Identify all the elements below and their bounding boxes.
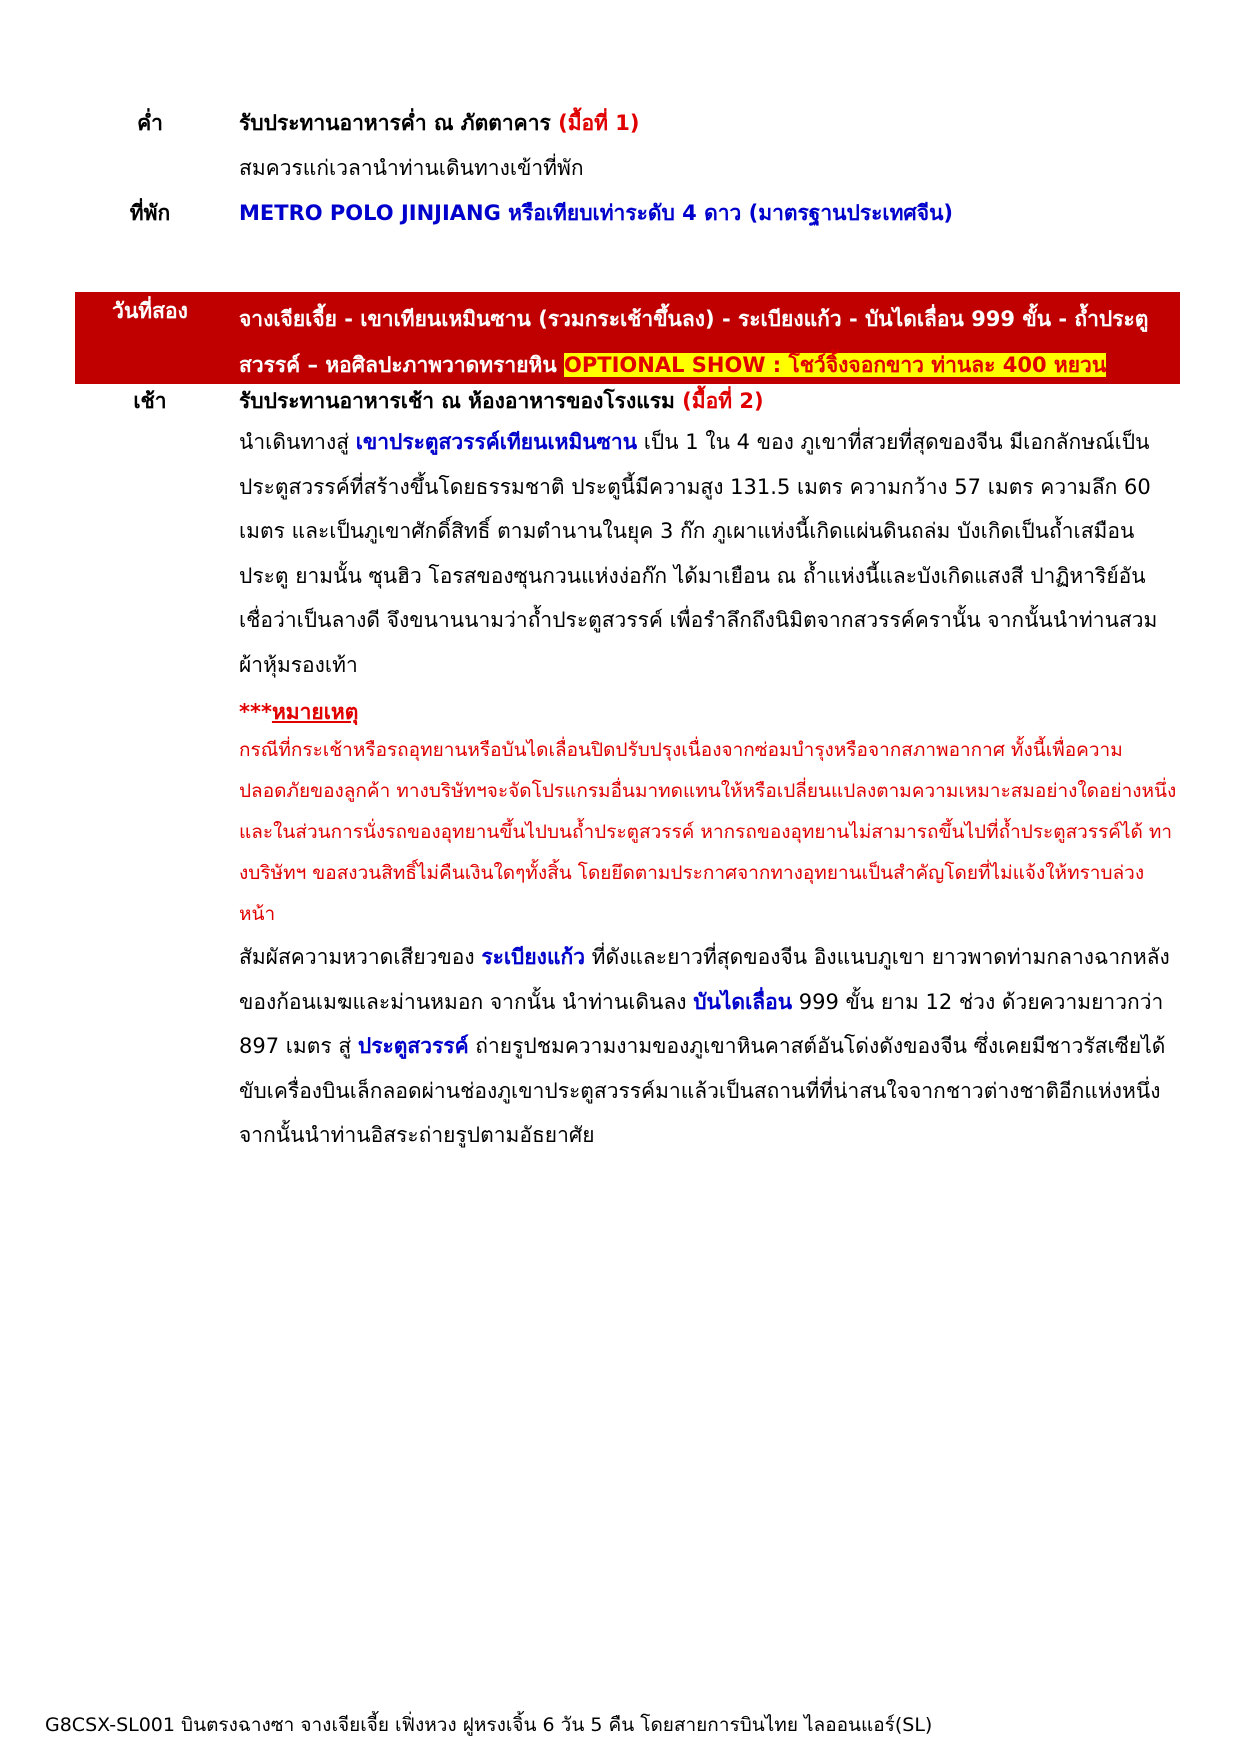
breakfast-meal-tag: (มื้อที่ 2) (682, 389, 764, 413)
day2-line2 (239, 342, 1174, 388)
paragraph-tianmen-body: เป็น 1 ใน 4 ของ ภูเขาที่สวยที่สุดของจีน มีเอกลักษณ์เป็นประตูสวรรค์ที่สร้างขึ้นโดยธรรมชาติ ประตูนี้มีความสูง 131.5 เมตร ความกว้าง 57 เมตร ความลึก 60 เมตร และเป็นภูเขาศักดิ์สิทธิ์ ตามตำนานในยุค 3 ก๊ก ภูเผาแห่งนี้เกิดแผ่นดินถล่ม บังเกิดเป็นถ้ำเสมือนประตู ยามนั้น ซุนฮิว โอรสของซุนกวนแห่งง่อก๊ก ได้มาเยือน ณ ถ้ำแห่งนี้และบังเกิดแสงสี ปาฏิหาริย์อันเชื่อว่าเป็นลางดี จึงขนานนามว่าถ้ำประตูสวรรค์ เพื่อรำลึกถึงนิมิตจากสวรรค์ครานั้น จากนั้นนำท่านสวมผ้าหุ้มรองเท้า (239, 430, 1158, 677)
hotel-text: METRO POLO JINJIANG หรือเทียบเท่าระดับ 4 ดาว (มาตรฐานประเทศจีน) (239, 201, 954, 225)
day2-line1: จางเจียเจี้ย - เขาเทียนเหมินซาน (รวมกระเช้าขึ้นลง) - ระเบียงแก้ว - บันไดเลื่อน 999 ขั้น - ถ้ำประตู (239, 307, 1149, 331)
note-heading (239, 697, 1179, 727)
dinner-meal-tag: (มื้อที่ 1) (558, 111, 640, 135)
p2-part2: ที่ดังและยาวที่สุดของจีน อิงแนบภูเขา ยาวพาดท่ามกลางฉากหลังของก้อนเมฆและม่านหมอก จากนั้น นำท่านเดินลง (239, 945, 1170, 1014)
p2-part3: 999 ขั้น ยาม 12 ช่วง ด้วยความยาวกว่า 897 เมตร สู่ (239, 989, 1164, 1058)
note-stars: *** (239, 700, 272, 724)
day2-title (239, 296, 1174, 388)
dinner-label: ค่ำ (137, 111, 163, 135)
tianmen-highlight: เขาประตูสวรรค์เทียนเหมินซาน (355, 430, 638, 454)
hotel-label: ที่พัก (129, 201, 171, 225)
note-body: กรณีที่กระเช้าหรือรถอุทยานหรือบันไดเลื่อนปิดปรับปรุงเนื่องจากซ่อมบำรุงหรือจากสภาพอากาศ ทั้งนี้เพื่อความปลอดภัยของลูกค้า ทางบริษัทฯจะจัดโปรแกรมอื่นมาทดแทนให้หรือเปลี่ยนแปลงตามความเหมาะสมอย่างใดอย่างหนึ่ง และในส่วนการนั่งรถของอุทยานขึ้นไปบนถ้ำประตูสวรรค์ หากรถของอุทยานไม่สามารถขึ้นไปที่ถ้ำประตูสวรรค์ได้ ทางบริษัทฯ ขอสงวนสิทธิ์ไม่คืนเงินใดๆทั้งสิ้น โดยยึดตามประกาศจากทางอุทยานเป็นสำคัญโดยที่ไม่แจ้งให้ทราบล่วงหน้า (239, 739, 1177, 925)
escalator-highlight: บันไดเลื่อน (693, 989, 793, 1014)
page-footer: G8CSX-SL001 บินตรงฉางซา จางเจียเจี้ย เฟิ่งหวง ฝูหรงเจิ้น 6 วัน 5 คืน โดยสายการบินไทย ไลออนแอร์(SL) (45, 1714, 933, 1736)
paragraph-glass-walkway (239, 935, 1179, 1158)
heaven-gate-highlight: ประตูสวรรค์ (357, 1034, 469, 1058)
day2-banner (75, 292, 1180, 384)
optional-show-badge: OPTIONAL SHOW : โชว์จิ้งจอกขาว ท่านละ 400 หยวน (564, 353, 1107, 377)
breakfast-main: รับประทานอาหารเช้า ณ ห้องอาหารของโรงแรม (239, 389, 683, 413)
breakfast-label: เช้า (133, 389, 167, 413)
dinner-main: รับประทานอาหารค่ำ ณ ภัตตาคาร (239, 111, 559, 135)
day2-label: วันที่สอง (112, 299, 188, 323)
paragraph-tianmen (239, 420, 1179, 687)
glass-walkway-highlight: ระเบียงแก้ว (481, 945, 585, 969)
day2-line2-prefix: สวรรค์ – หอศิลปะภาพวาดทรายหิน (239, 353, 565, 377)
p2-part4: ถ่ายรูปชมความงามของภูเขาหินคาสต์อันโด่งดังของจีน ซึ่งเคยมีชาวรัสเซียได้ขับเครื่องบินเล็กลอดผ่านช่องภูเขาประตูสวรรค์มาแล้วเป็นสถานที่ที่น่าสนใจจากชาวต่างชาติอีกแห่งหนึ่ง จากนั้นนำท่านอิสระถ่ายรูปตามอัธยาศัย (239, 1034, 1166, 1147)
dinner-text (239, 108, 1179, 138)
p2-part1: สัมผัสความหวาดเสียวของ (239, 945, 482, 969)
breakfast-text (239, 386, 1179, 416)
dinner-line2: สมควรแก่เวลานำท่านเดินทางเข้าที่พัก (239, 156, 584, 180)
note-title: หมายเหตุ (271, 700, 359, 724)
paragraph-tianmen-intro: นำเดินทางสู่ (239, 430, 356, 454)
